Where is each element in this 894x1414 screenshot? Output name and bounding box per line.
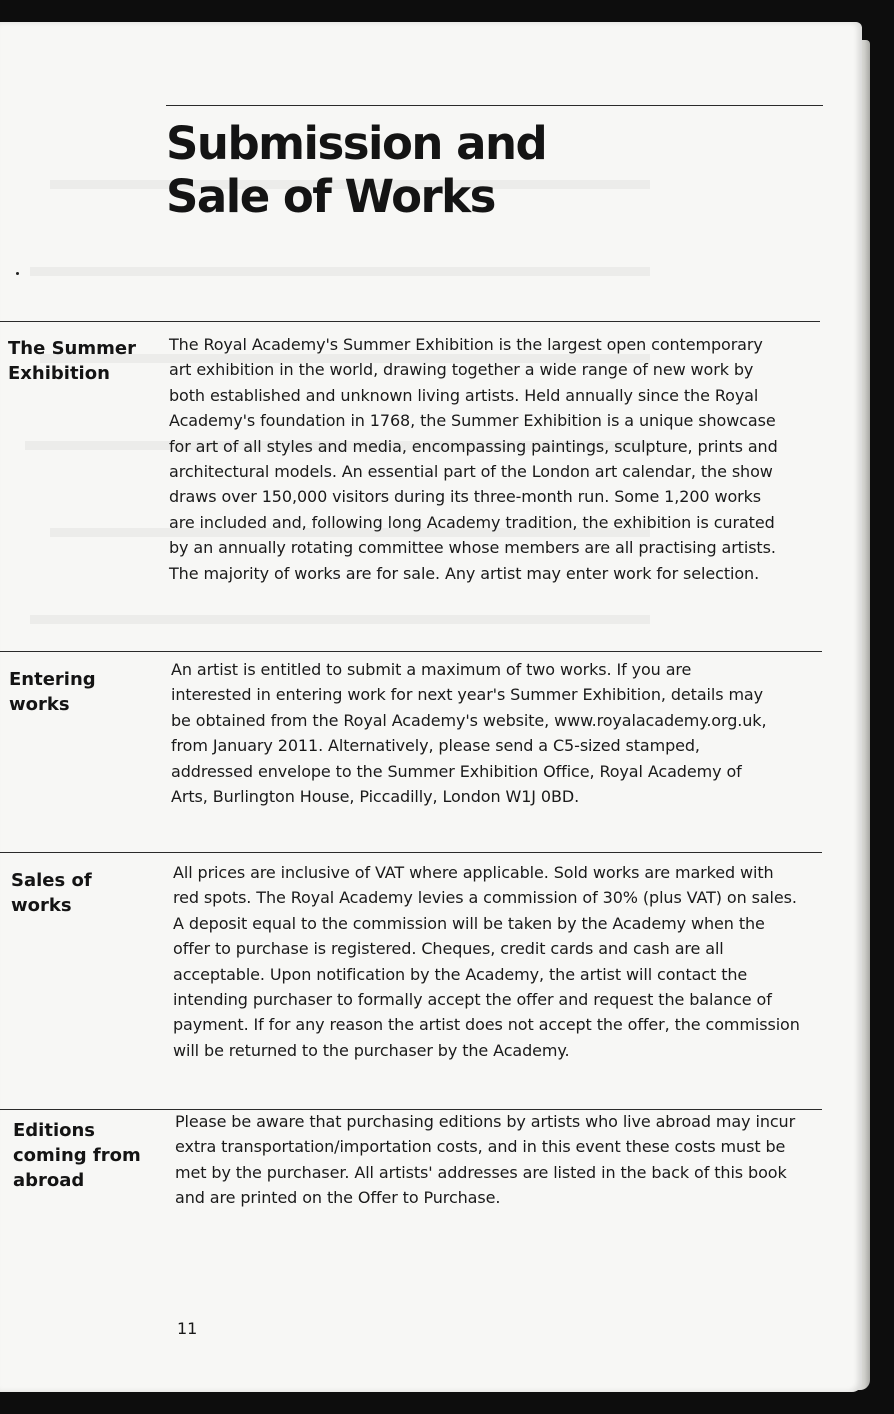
section-body: The Royal Academy's Summer Exhibition is the largest open contemporary art exhibition in the world, drawing together a wide range of new work by both established and unknown living artists. Held annually since the Royal Academy's foundation in 1768, the Summer Exhibition is a unique showcase for art of all styles and media, encompassing paintings, sculpture, prints and architectural models. An essential part of the London art calendar, the show draws over 150,000 visitors during its three-month run. Some 1,200 works are included and, following long Academy tradition, the exhibition is curated by an annually rotating committee whose members are all practising artists. The majority of works are for sale. Any artist may enter work for selection.: [169, 335, 778, 583]
section-rule: [0, 321, 820, 322]
stray-mark: [16, 272, 19, 275]
section-rule: [0, 852, 822, 853]
page-title-line: Sale of Works: [166, 170, 495, 223]
section-body: An artist is entitled to submit a maximum of two works. If you are interested in entering work for next year's Summer Exhibition, details may be obtained from the Royal Academy's website, www.royalacademy.org.uk, from January 2011. Alternatively, please send a C5-sized stamped, addressed envelope to the Summer Exhibition Office, Royal Academy of Arts, Burlington House, Piccadilly, London W1J 0BD.: [171, 660, 767, 807]
section-label: The Summer Exhibition: [8, 338, 136, 384]
page-title: [166, 117, 546, 223]
section-body: All prices are inclusive of VAT where applicable. Sold works are marked with red spots. The Royal Academy levies a commission of 30% (plus VAT) on sales. A deposit equal to the commission will be taken by the Academy when the offer to purchase is registered. Cheques, credit cards and cash are all acceptable. Upon notification by the Academy, the artist will contact the intending purchaser to formally accept the offer and request the balance of payment. If for any reason the artist does not accept the offer, the commission will be returned to the purchaser by the Academy.: [173, 863, 800, 1060]
section-label: Editions coming from abroad: [13, 1120, 141, 1191]
top-rule: [166, 105, 823, 106]
page-title-line: Submission and: [166, 117, 547, 170]
section-label: Sales of works: [11, 870, 92, 916]
page-number: 11: [177, 1319, 198, 1338]
section-rule: [0, 651, 822, 652]
section-body: Please be aware that purchasing editions by artists who live abroad may incur extra transportation/importation costs, and in this event these costs must be met by the purchaser. All artists' addresses are listed in the back of this book and are printed on the Offer to Purchase.: [175, 1112, 796, 1208]
section-label: Entering works: [9, 669, 96, 715]
